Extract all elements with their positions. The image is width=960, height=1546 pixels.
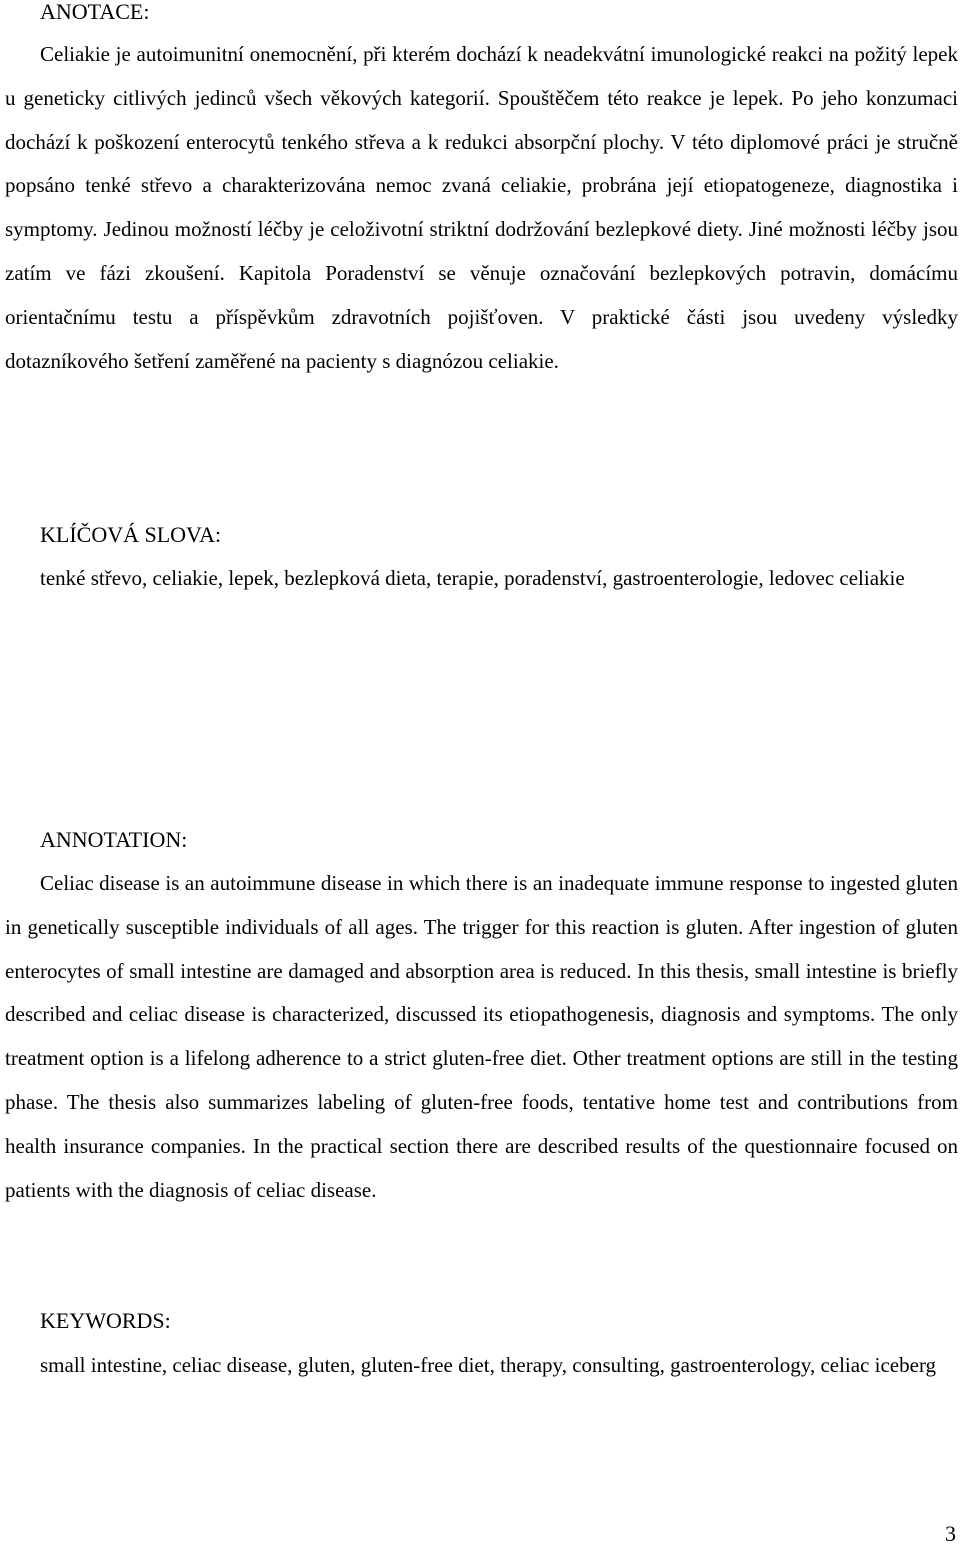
- czech-keywords-text: tenké střevo, celiakie, lepek, bezlepková dieta, terapie, poradenství, gastroenterologie, ledovec celiakie: [40, 566, 905, 590]
- czech-abstract-text: Celiakie je autoimunitní onemocnění, při kterém dochází k neadekvátní imunologické reakci na požitý lepek u geneticky citlivých jedinců všech věkových kategorií. Spouštěčem této reakce je lepek. Po jeho konzumaci dochází k poškození enterocytů tenkého střeva a k redukci absorpční plochy. V této diplomové práci je stručně popsáno tenké střevo a charakterizována nemoc zvaná celiakie, probrána její etiopatogeneze, diagnostika i symptomy. Jedinou možností léčby je celoživotní striktní dodržování bezlepkové diety. Jiné možnosti léčby jsou zatím ve fázi zkoušení. Kapitola Poradenství se věnuje označování bezlepkových potravin, domácímu orientačnímu testu a příspěvkům zdravotních pojišťoven. V praktické části jsou uvedeny výsledky dotazníkového šetření zaměřené na pacienty s diagnózou celiakie.: [5, 42, 958, 373]
- english-keywords-text: small intestine, celiac disease, gluten, gluten-free diet, therapy, consulting, gastroenterology, celiac iceberg: [40, 1353, 937, 1377]
- czech-keywords-heading: KLÍČOVÁ SLOVA:: [40, 522, 222, 547]
- english-abstract-heading: ANNOTATION:: [40, 827, 188, 852]
- english-abstract-text: Celiac disease is an autoimmune disease in which there is an inadequate immune response to ingested gluten in genetically susceptible individuals of all ages. The trigger for this reaction is gluten. After ingestion of gluten enterocytes of small intestine are damaged and absorption area is reduced. In this thesis, small intestine is briefly described and celiac disease is characterized, discussed its etiopathogenesis, diagnosis and symptoms. The only treatment option is a lifelong adherence to a strict gluten-free diet. Other treatment options are still in the testing phase. The thesis also summarizes labeling of gluten-free foods, tentative home test and contributions from health insurance companies. In the practical section there are described results of the questionnaire focused on patients with the diagnosis of celiac disease.: [5, 871, 958, 1202]
- czech-abstract-heading: ANOTACE:: [40, 0, 150, 24]
- english-keywords-heading: KEYWORDS:: [40, 1308, 171, 1333]
- page-number: 3: [945, 1521, 956, 1546]
